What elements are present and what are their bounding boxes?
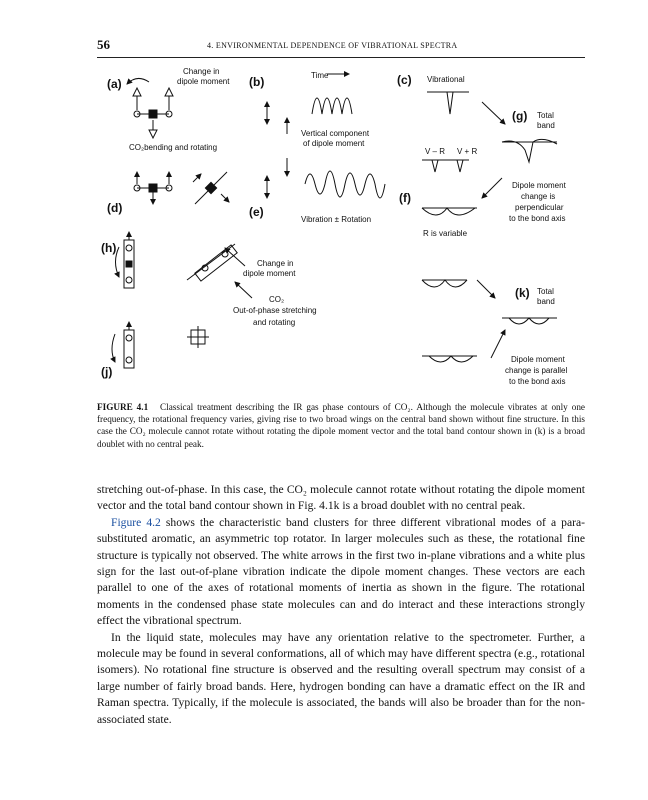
text-dm-change: Dipole moment [512, 181, 566, 190]
total-band-parallel [509, 318, 549, 324]
co2-rotated-diagram [134, 172, 229, 204]
running-title: 4. ENVIRONMENTAL DEPENDENCE OF VIBRATIONAL SPECTRA [207, 41, 458, 50]
text-to-bond-axis: to the bond axis [509, 214, 566, 223]
total-band-perp [502, 139, 557, 162]
label-f: (f) [399, 191, 411, 205]
text-r-variable: R is variable [423, 229, 468, 238]
text-v-plus-r: V + R [457, 147, 478, 156]
label-c: (c) [397, 73, 412, 87]
caption-text: Classical treatment describing the IR gas phase contours of CO₂. Although the molecule vibrates at only one frequency, the rotational frequency varies, giving rise to two broad wings on the central band shown without fine structure. In this case the CO₂ molecule cannot rotate without rotating the dipole moment vector and the total band contour shown in (k) is a broad doublet with no central peak. [97, 402, 585, 449]
text-perpendicular: perpendicular [515, 203, 564, 212]
text-vibrational: Vibrational [427, 75, 465, 84]
figure-caption [97, 401, 585, 450]
label-b: (b) [249, 75, 265, 89]
text-band-2: band [537, 297, 555, 306]
text-v-minus-r: V – R [425, 147, 446, 156]
vib-rot-wave [305, 171, 385, 198]
paragraph-2-text: shows the characteristic band clusters for three different vibrational modes of a para-substituted aromatic, an asymmetric top rotator. In larger molecules such as these, the rotational fine structure is typically not observed. The white arrows in the first two in-plane vibrations and a white plus sign for the last out-of-plane vibration indicate the dipole moment changes. These vectors are each parallel to one of the axes of rotational moments of inertia as shown in the figure. The rotational moments in the condensed phase state molecules can and do interact and these interactions strongly effect the vibrational spectrum. [97, 515, 585, 628]
page-header [97, 37, 585, 58]
label-d: (d) [107, 201, 123, 215]
text-band: band [537, 121, 555, 130]
label-j: (j) [101, 365, 113, 379]
text-of-dipole: of dipole moment [303, 139, 365, 148]
label-a: (a) [107, 77, 122, 91]
text-co2: CO₂ [269, 295, 285, 304]
text-change-in: Change in [183, 67, 220, 76]
text-dm-2: Dipole moment [511, 355, 565, 364]
caption-label: FIGURE 4.1 [97, 402, 149, 412]
label-h: (h) [101, 241, 117, 255]
co2-stretch-vertical [116, 232, 135, 288]
text-and-rotating: and rotating [253, 318, 296, 327]
label-k: (k) [515, 286, 530, 300]
text-total-2: Total [537, 287, 554, 296]
figure-4-1 [97, 62, 585, 396]
paragraph-3: In the liquid state, molecules may have any orientation relative to the spectrometer. Further, a molecule may be found in several conformations, all of which may have different spectra (e.g., rotational isomers). No rotational fine structure is observed and the resulting overall spectrum may consist of a large number of fairly broad bands. Here, hydrogen bonding can have a dramatic effect on the IR and Raman spectra. Typically, if the molecule is associated, the bands will also be broader than for the non-associated state. [97, 630, 585, 726]
paragraph-2 [97, 515, 585, 630]
co2-bending-diagram [127, 78, 173, 138]
text-dipole-moment: dipole moment [177, 77, 230, 86]
paragraph-1: stretching out-of-phase. In this case, the CO₂ molecule cannot rotate without rotating the dipole moment vector and the total band contour shown in Fig. 4.1k is a broad doublet with no central peak. [97, 483, 585, 513]
label-e: (e) [249, 205, 264, 219]
co2-stretch-j [112, 322, 209, 368]
vibrational-band [447, 92, 453, 114]
text-change-in-2: Change in [257, 259, 294, 268]
text-change-is: change is [521, 192, 556, 201]
text-time: Time [311, 71, 329, 80]
text-to-bond-axis-2: to the bond axis [509, 377, 566, 386]
text-change-parallel: change is parallel [505, 366, 568, 375]
wings-band [422, 208, 475, 215]
text-vertical-component: Vertical component [301, 129, 370, 138]
text-vib-rot: Vibration ± Rotation [301, 215, 372, 224]
text-co2-bending: CO₂bending and rotating [129, 143, 218, 152]
vibration-wave [312, 98, 352, 114]
text-total: Total [537, 111, 554, 120]
text-dipole-moment-2: dipole moment [243, 269, 296, 278]
body-text [97, 482, 585, 728]
label-g: (g) [512, 109, 528, 123]
text-out-of-phase: Out-of-phase stretching [233, 306, 317, 315]
page-number: 56 [97, 37, 110, 52]
figure-4-2-link[interactable]: Figure 4.2 [111, 515, 161, 529]
